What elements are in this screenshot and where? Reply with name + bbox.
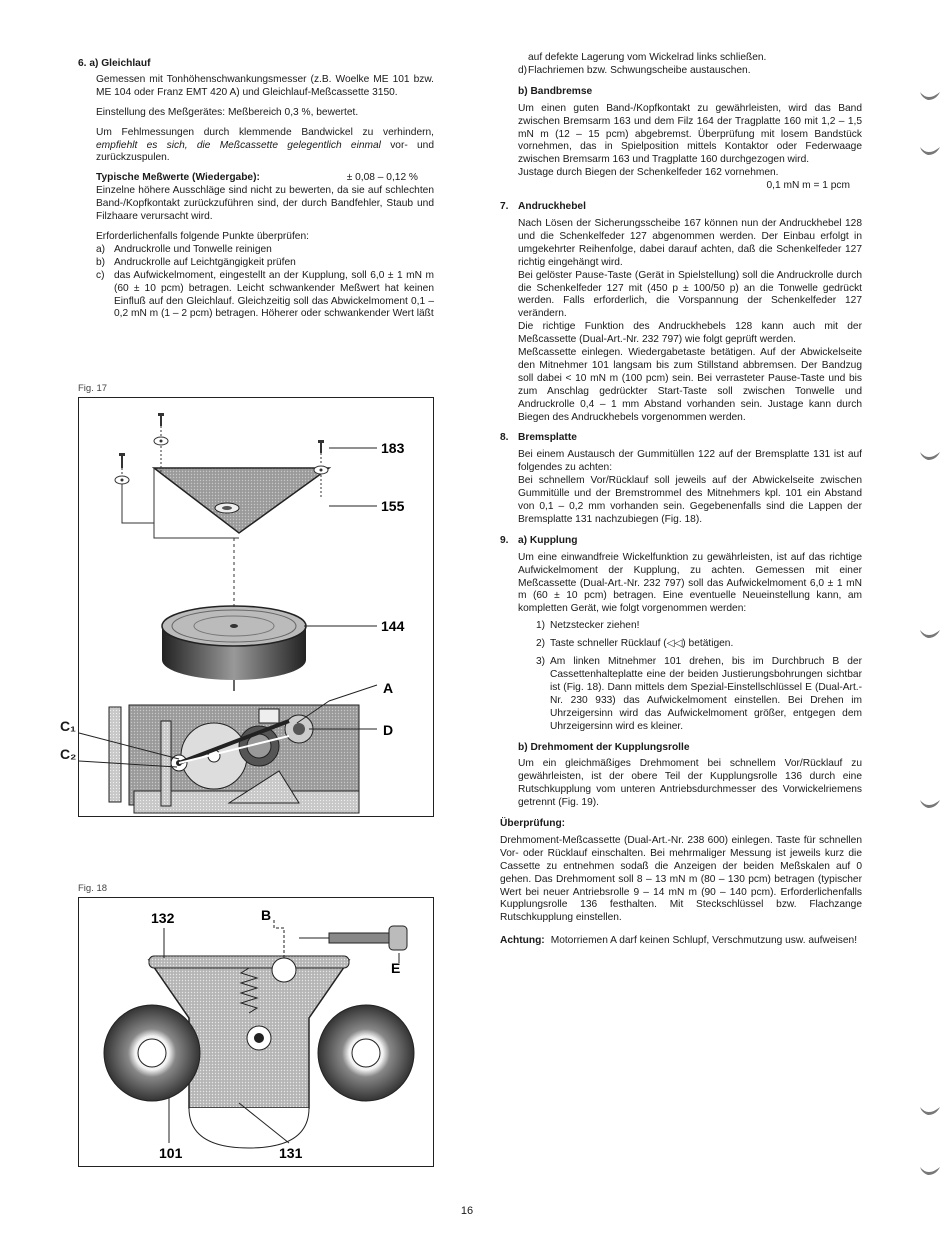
section-6 (78, 58, 434, 321)
paragraph: Drehmoment-Meßcassette (Dual-Art.-Nr. 238 600) einlegen. Taste für schnellen Vor- oder Rücklauf einschalten. Bei mehrmaliger Messung ist jeweils kurz die Cassette zu entnehmen sodaß die Anzeigen der beiden Meßskalen auf 0 gehen. Das Drehmoment soll 8 – 13 mN m (80 – 130 pcm) betragen (typischer Wert bei neuer Antriebsrolle 9 – 14 mN m (90 – 140 pcm). Erforderlichenfalls Kupplungsrolle 136 festhalten. Mit Steckschlüssel bzw. Flachzange Rutschkupplung einstellen. (500, 834, 862, 924)
callout-C2: C₂ (60, 746, 77, 762)
procedure-list (518, 620, 862, 733)
warning-label: Achtung: (500, 935, 545, 947)
text-span: Um Fehlmessungen durch klemmende Bandwickel zu verhindern, (96, 126, 434, 138)
italic-text: empfiehlt es sich, die Meßcassette gelegentlich einmal (96, 139, 381, 151)
binder-hole-mark (906, 778, 950, 818)
paragraph: Bei gelöster Pause-Taste (Gerät in Spielstellung) soll die Andruckrolle durch die Schenkelfeder 127 mit (450 p ± 100/50 p) an die Tonwelle gedrückt werden. Falls erforderlich, die Vorspannung der Schenkelfeder 127 verändern. (518, 269, 862, 320)
binder-hole-mark (906, 430, 950, 470)
paragraph: Nach Lösen der Sicherungsscheibe 167 können nun der Andruckhebel 128 und die Schenkelfeder 127 abgenommen werden. Der Einbau erfolgt in umgekehrter Reihenfolge, dabei darauf achten, daß die Schenkelfeder 127 richtig eingehängt wird. (518, 217, 862, 268)
list-text: Netzstecker ziehen! (550, 620, 640, 632)
list-item (96, 257, 434, 270)
section-title-text: a) Kupplung (518, 534, 578, 546)
callout-155: 155 (381, 498, 405, 514)
tragplatte-shape (154, 468, 329, 533)
callout-101: 101 (159, 1145, 183, 1161)
paragraph: Die richtige Funktion des Andruckhebels 128 kann auch mit der Meßcassette (Dual-Art.-Nr. 232 797) wie folgt geprüft werden. (518, 321, 862, 346)
list-item (518, 620, 862, 633)
figure-17-mechanism (78, 680, 434, 817)
paragraph: Meßcassette einlegen. Wiedergabetaste betätigen. Auf der Abwickelseite den Mitnehmer 101 langsam bis zum Stillstand abbremsen. Der Bandzug soll dabei < 10 mN m (100 pcm) sein. Bei verrasteter Pause-Taste und bis zum Anschlag gedrückter Start-Taste soll zwischen Tonwelle und Andruckrolle 0,4 – 1 mm Abstand vorhanden sein. Justage kann durch Biegen des Andruckhebels vorgenommen werden. (518, 347, 862, 423)
paragraph: Um eine einwandfreie Wickelfunktion zu gewährleisten, ist auf das richtige Aufwickelmoment der Kupplung, zu achten. Gemessen mit einer Meßcassette (Dual-Art.-Nr. 232 797) soll das Aufwickelmoment 6,0 ± 1 mN m (60 ± 10 pcm) betragen. Eine eventuelle Neueinstellung kann, am kompletten Gerät, wie folgt vorgenommen werden: (518, 551, 862, 615)
callout-132: 132 (151, 910, 175, 926)
figure-18 (78, 897, 434, 1167)
ueberpruefung-title: Überprüfung: (500, 818, 566, 830)
text-span: vor- und zurückzuspulen. (96, 139, 435, 164)
paragraph: 0,1 mN m = 1 pcm (766, 180, 850, 192)
page-number: 16 (460, 1205, 474, 1217)
section-number: 7. (500, 201, 509, 213)
section-title-text: Andruckhebel (518, 201, 586, 213)
section-number: 8. (500, 432, 509, 444)
paragraph: Bei schnellem Vor/Rücklauf soll jeweils auf der Abwickelseite zwischen Gummitülle und der Bremstrommel des Mitnehmers kpl. 101 ein Abstand von 0,1 – 0,2 mm vorhanden sein. Gegebenenfalls sind die Lappen der Bremsplatte 131 nachzubiegen (Fig. 18). (518, 475, 862, 525)
callout-183: 183 (381, 440, 405, 456)
typical-values-label: Typische Meßwerte (Wiedergabe): (96, 172, 260, 184)
right-column-flow (500, 52, 862, 948)
warning-text: Motorriemen A darf keinen Schlupf, Verschmutzung usw. aufweisen! (550, 935, 858, 947)
list-marker: d) (518, 64, 528, 76)
flywheel-shape (162, 606, 306, 680)
drehmoment-title: b) Drehmoment der Kupplungsrolle (518, 741, 690, 753)
list-item (96, 244, 434, 257)
typical-values-value: ± 0,08 – 0,12 % (346, 172, 418, 184)
list-item (96, 270, 434, 322)
list-marker: a) (96, 243, 106, 255)
list-text: Am linken Mitnehmer 101 drehen, bis im Durchbruch B der Cassettenhalteplatte eine der beiden Justierungsbohrungen sichtbar ist (Fig. 18). Dann mittels dem Spezial-Einstellschlüssel E (Dual-Art.-Nr. 230 933) das Aufwickelmoment einstellen. Bei Drehen im Uhrzeigersinn wird das Aufwickelmoment größer, entgegen dem Uhrzeigersinn wird es kleiner. (550, 656, 862, 732)
fig18-drawing (79, 898, 433, 1166)
paragraph: Einzelne höhere Ausschläge sind nicht zu bewerten, da sie auf schlechten Band-/Kopfkontakt zurückzuführen sind, der durch Bandfehler, Staub und Filzhaare verursacht wird. (96, 185, 434, 223)
binder-hole-mark (906, 1145, 950, 1185)
fig17-drawing (79, 398, 433, 693)
list-text: Taste schneller Rücklauf (◁◁) betätigen. (550, 638, 734, 650)
section-number: 9. (500, 534, 509, 546)
warning-note (500, 935, 862, 948)
section-8-title (500, 432, 862, 445)
callout-B: B (261, 907, 272, 923)
list-text: Andruckrolle und Tonwelle reinigen (114, 243, 272, 255)
fig18-label: Fig. 18 (78, 883, 108, 894)
paragraph (96, 127, 434, 166)
list-marker: b) (96, 256, 106, 268)
binder-hole-mark (906, 608, 950, 648)
section-title-text: Bremsplatte (518, 432, 577, 444)
list-marker: 1) (536, 620, 546, 632)
callout-A: A (383, 680, 394, 696)
paragraph: auf defekte Lagerung vom Wickelrad links schließen. (528, 52, 767, 63)
screw-icon (154, 413, 168, 445)
list-text: das Aufwickelmoment, eingestellt an der Kupplung, soll 6,0 ± 1 mN m (60 ± 10 pcm) betragen. Leicht schwankender Meßwert hat keinen Einfluß auf den Gleichlauf. Gleichzeitig soll das Abwickelmoment 0,1 – 0,2 mN m (1 – 2 pcm) betragen. Höherer oder schwankender Wert läßt (114, 269, 434, 320)
paragraph: Um einen guten Band-/Kopfkontakt zu gewährleisten, wird das Band zwischen Bremsarm 163 und dem Filz 164 der Tragplatte 160 mit 1,2 – 1,5 mN m (12 – 15 pcm) abgebremst. Überprüfung mit losem Bandstück vornehmen, das in Spielposition mittels Kontaktor oder Federwaage zwischen Bremsarm 163 und Tragplatte 160 durchgezogen wird. (518, 102, 862, 166)
paragraph: Gemessen mit Tonhöhenschwankungsmesser (z.B. Woelke ME 101 bzw. ME 104 oder Franz EMT 420 A) und Gleichlauf-Meßcassette 3150. (96, 73, 434, 98)
paragraph: Einstellung des Meßgerätes: Meßbereich 0,3 %, bewertet. (96, 106, 359, 118)
list-item (500, 65, 862, 78)
binder-hole-mark (906, 70, 950, 110)
section-6-title: 6. a) Gleichlauf (78, 58, 151, 69)
list-item (518, 656, 862, 733)
list-marker: c) (96, 269, 105, 281)
list-marker: 3) (536, 656, 546, 668)
list-item (518, 638, 862, 651)
typical-values-line (96, 172, 434, 185)
callout-E: E (391, 960, 401, 976)
figure-17 (78, 397, 434, 694)
paragraph: Justage durch Biegen der Schenkelfeder 162 vornehmen. (518, 167, 779, 179)
binder-hole-mark (906, 1085, 950, 1125)
paragraph: Bei einem Austausch der Gummitüllen 122 auf der Bremsplatte 131 ist auf folgendes zu achten: (518, 449, 862, 474)
section-9-title (500, 534, 862, 548)
callout-144: 144 (381, 618, 405, 634)
list-text: Flachriemen bzw. Schwungscheibe austauschen. (528, 64, 751, 76)
check-list (96, 244, 434, 321)
callout-D: D (383, 722, 394, 738)
fig17-mechanism-drawing (79, 680, 433, 816)
paragraph: Um ein gleichmäßiges Drehmoment bei schnellem Vor/Rücklauf zu gewährleisten, ist der obere Teil der Kupplungsrolle 136 durch eine Rutschkupplung vom unteren Antriebsdurchmesser des Vorwickelriemens getrennt (Fig. 19). (518, 758, 862, 809)
list-marker: 2) (536, 638, 546, 650)
callout-C1: C₁ (60, 718, 76, 734)
binder-hole-mark (906, 125, 950, 165)
callout-131: 131 (279, 1145, 303, 1161)
paragraph: Erforderlichenfalls folgende Punkte überprüfen: (96, 230, 309, 242)
bandbremse-title: b) Bandbremse (518, 85, 593, 97)
fig17-label: Fig. 17 (78, 383, 108, 394)
list-text: Andruckrolle auf Leichtgängigkeit prüfen (114, 256, 296, 268)
section-7-title (500, 201, 862, 214)
